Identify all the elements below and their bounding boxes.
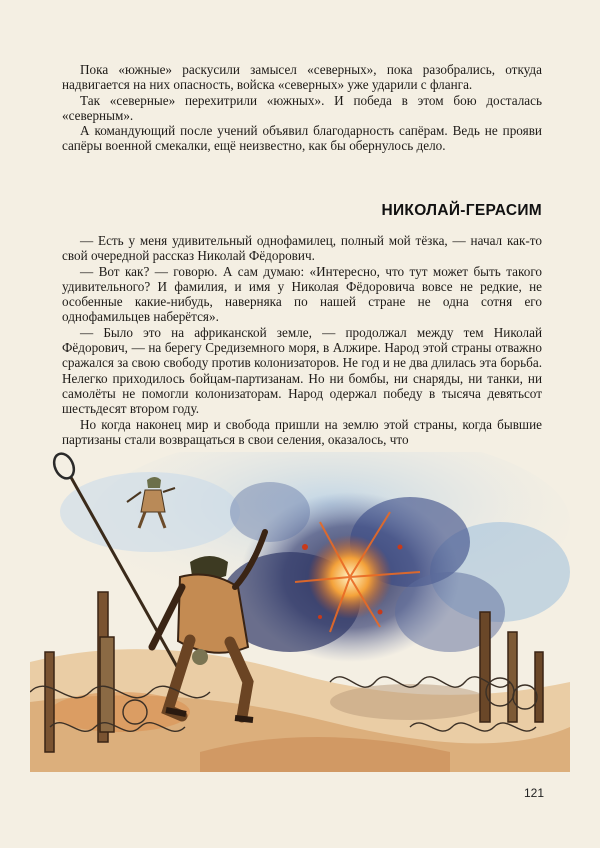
paragraph: — Вот как? — говорю. А сам думаю: «Интересно, что тут может быть такого удивительного? И фамилия, и имя у Николая Фёдоровича вовсе не редкие, не особенные какие-нибудь, наверняка по нашей стране не одна сотня его однофамильцев наберётся». bbox=[62, 263, 542, 325]
paragraph: А командующий после учений объявил благодарность сапёрам. Ведь не прояви сапёры военной смекалки, ещё неизвестно, как бы обернулось дело. bbox=[62, 123, 542, 154]
paragraph: Так «северные» перехитрили «южных». И победа в этом бою досталась «северным». bbox=[62, 92, 542, 123]
paragraph: — Есть у меня удивительный однофамилец, полный мой тёзка, — начал как-то свой очередной рассказ Николай Фёдорович. bbox=[62, 233, 542, 264]
top-text-block bbox=[62, 62, 542, 154]
chapter-heading: НИКОЛАЙ-ГЕРАСИМ bbox=[381, 202, 542, 219]
paragraph: Но когда наконец мир и свобода пришли на землю этой страны, когда бывшие партизаны стали возвращаться в свои селения, оказалось, что bbox=[62, 416, 542, 447]
page-number: 121 bbox=[523, 786, 544, 800]
paragraph: — Было это на африканской земле, — продолжал между тем Николай Фёдорович, — на берегу Средиземного моря, в Алжире. Народ этой страны отважно сражался за свою свободу против колонизаторов. Не год и не два длилась эта борьба. Нелегко приходилось бойцам-партизанам. Но ни бомбы, ни снаряды, ни танки, ни самолёты не помогли колонизаторам. Народ одержал победу в тысяча девятьсот шестьдесят втором году. bbox=[62, 324, 542, 417]
watercolor-illustration bbox=[30, 452, 570, 772]
paragraph: Пока «южные» раскусили замысел «северных», пока разобрались, откуда надвигается на них опасность, войска «северных» уже ударили с фланга. bbox=[62, 62, 542, 93]
body-text-block bbox=[62, 233, 542, 447]
